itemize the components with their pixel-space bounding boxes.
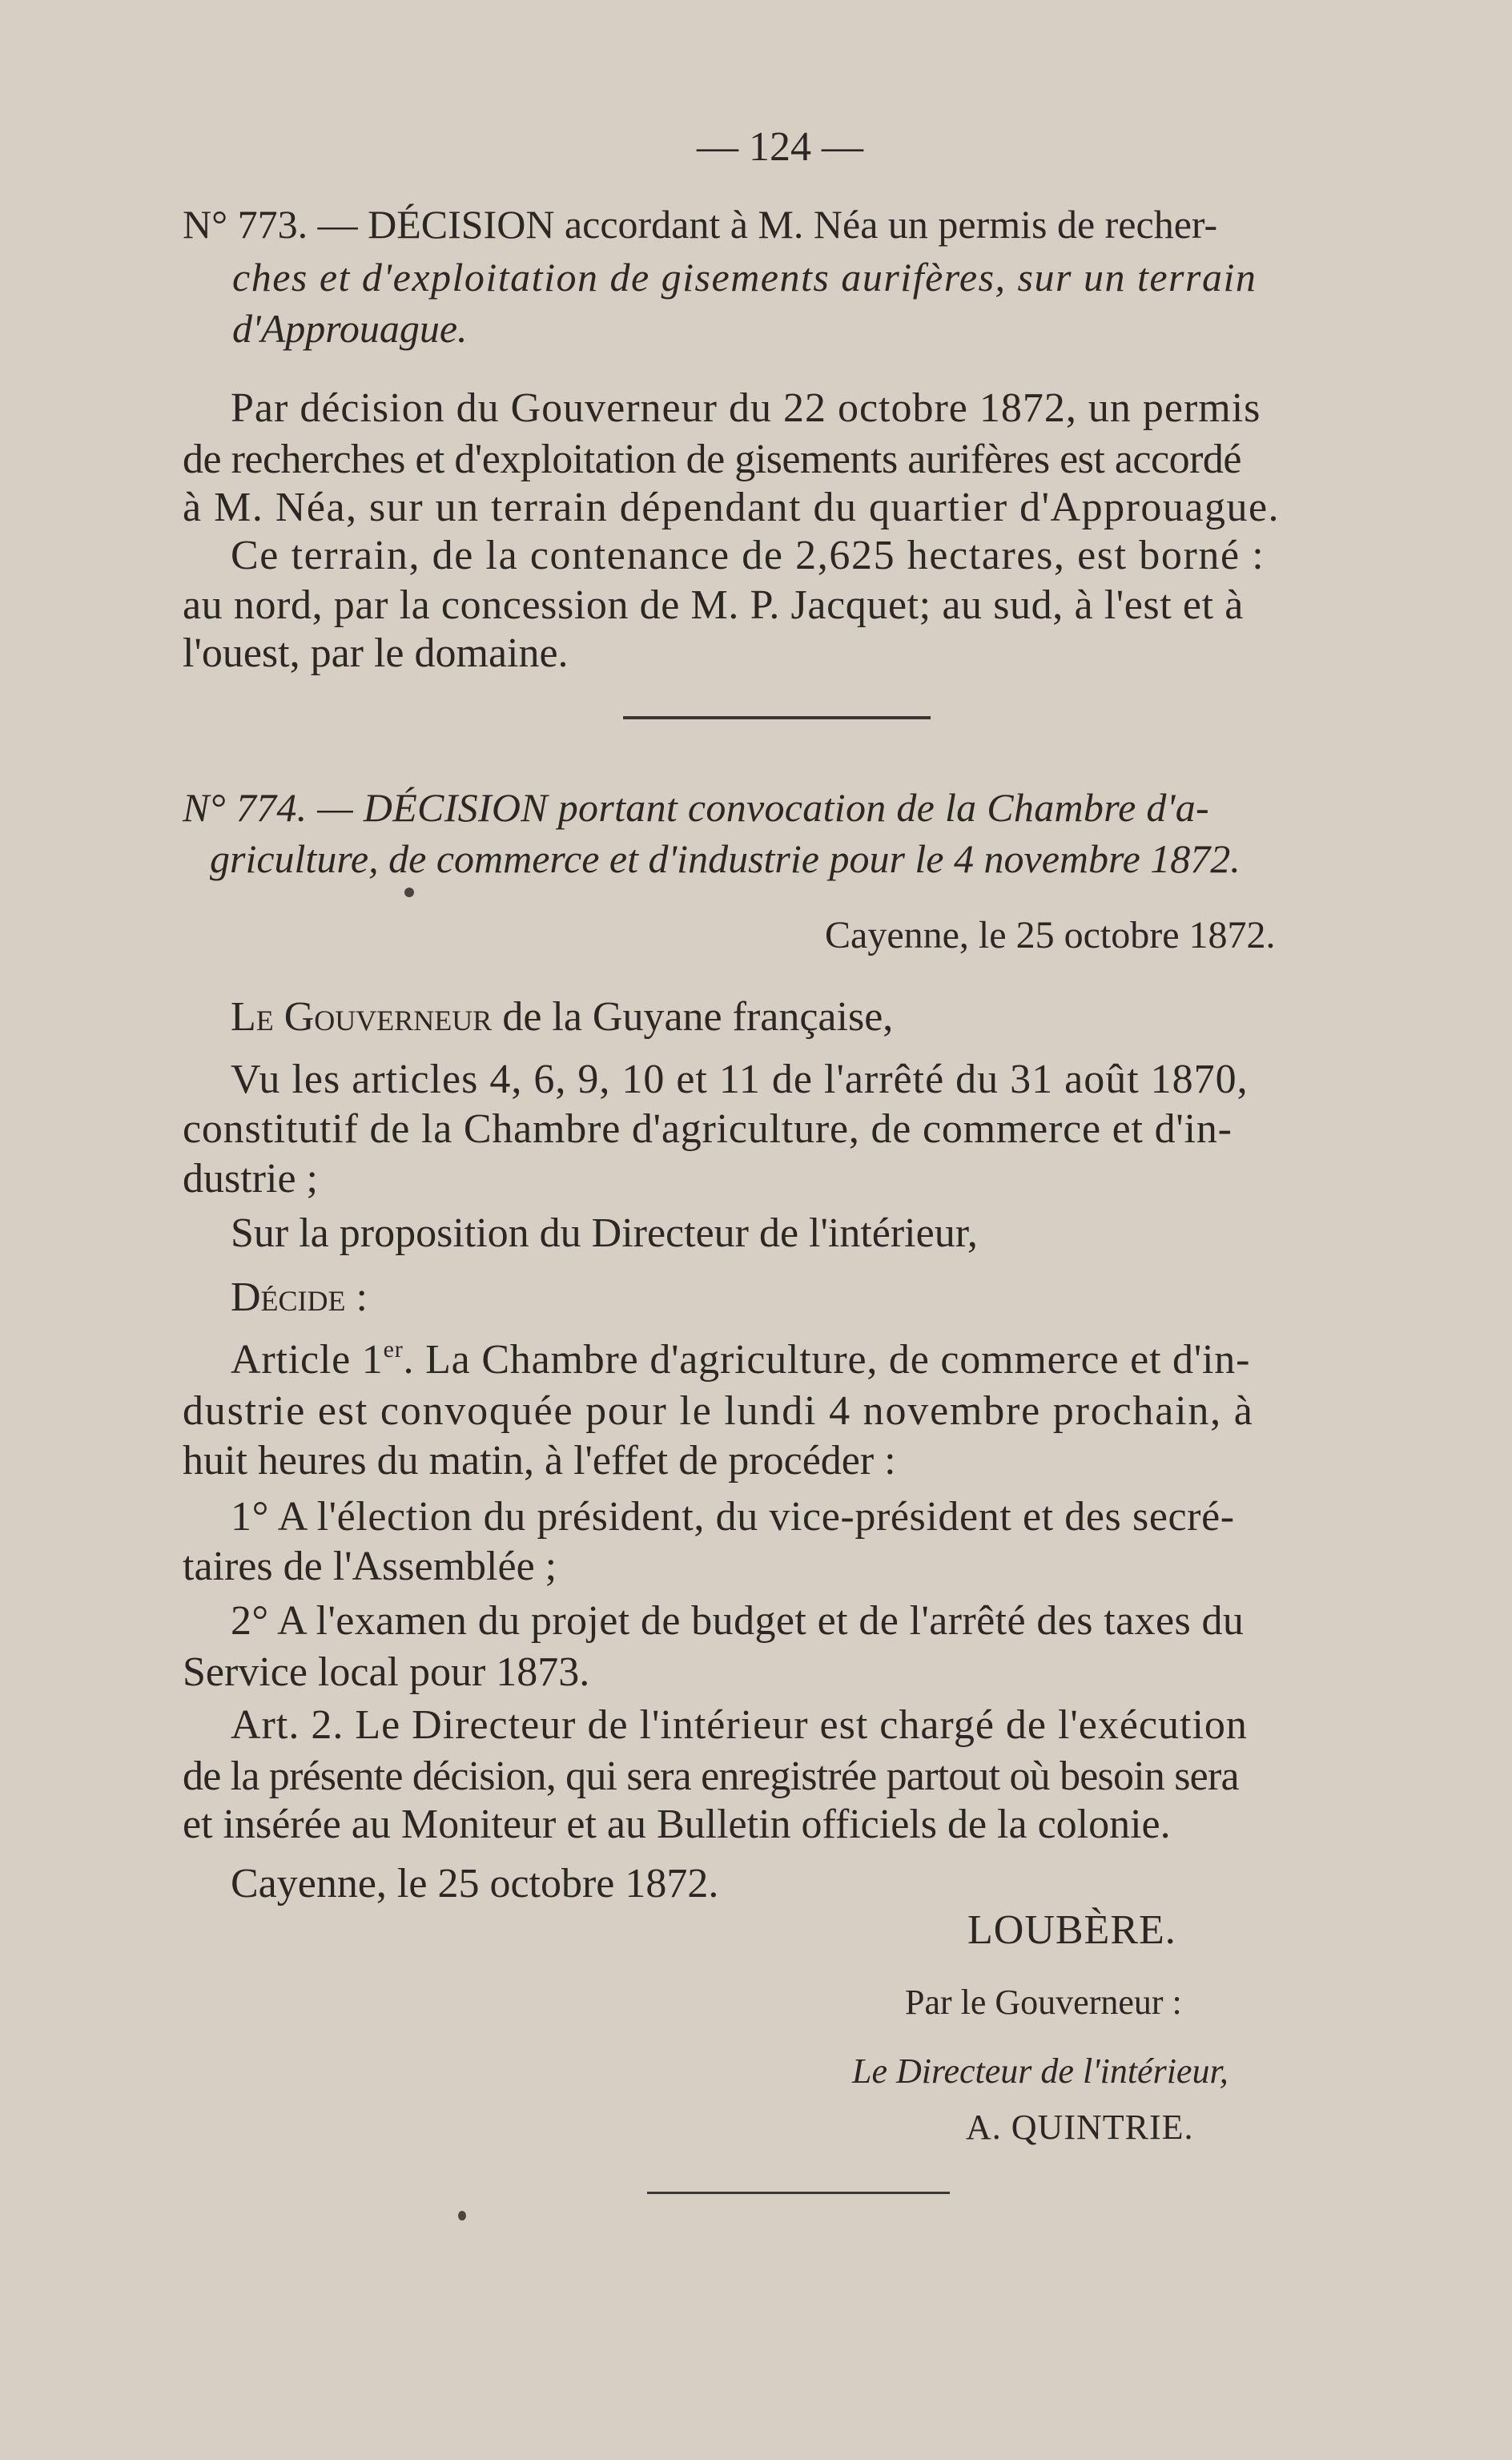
decision-773-body-line-4: Ce terrain, de la contenance de 2,625 hectares, est borné : <box>231 533 1265 578</box>
dateline: Cayenne, le 25 octobre 1872. <box>825 914 1276 956</box>
vu-line-2: constitutif de la Chambre d'agriculture, de commerce et d'in- <box>183 1106 1233 1152</box>
article-1-text: . La Chambre d'agriculture, de commerce et d'in- <box>403 1337 1251 1383</box>
signature-quintrie: A. QUINTRIE. <box>966 2108 1194 2147</box>
proposition-line: Sur la proposition du Directeur de l'intérieur, <box>231 1210 978 1256</box>
article-1-line-2: dustrie est convoquée pour le lundi 4 novembre prochain, à <box>183 1388 1254 1434</box>
par-le-gouverneur: Par le Gouverneur : <box>905 1983 1182 2022</box>
decision-773-body-line-2: de recherches et d'exploitation de gisements aurifères est accordé <box>183 437 1241 482</box>
decision-773-title-text: N° 773. — DÉCISION accordant à M. Néa un permis de recher- <box>183 202 1218 247</box>
article-1-line-3: huit heures du matin, à l'effet de procéder : <box>183 1438 896 1484</box>
signature-loubere: LOUBÈRE. <box>967 1907 1176 1953</box>
decision-773-body-line-6: l'ouest, par le domaine. <box>183 630 569 676</box>
decide-heading: Décide : <box>231 1274 368 1320</box>
item-1-line-2: taires de l'Assemblée ; <box>183 1544 557 1589</box>
decision-773-body-line-3: à M. Néa, sur un terrain dépendant du quartier d'Approuague. <box>183 485 1281 530</box>
article-1-label: Article 1 <box>231 1337 384 1383</box>
gouverneur-line <box>231 992 893 1043</box>
separator-rule-2 <box>647 2192 950 2194</box>
item-2-line-1: 2° A l'examen du projet de budget et de l'arrêté des taxes du <box>231 1598 1245 1644</box>
article-2-line-1: Art. 2. Le Directeur de l'intérieur est chargé de l'exécution <box>231 1702 1248 1748</box>
decision-773-body-line-5: au nord, par la concession de M. P. Jacquet; au sud, à l'est et à <box>183 582 1244 628</box>
gouverneur-label: Le Gouverneur <box>231 994 493 1040</box>
article-2-line-2: de la présente décision, qui sera enregistrée partout où besoin sera <box>183 1753 1239 1799</box>
closing-date: Cayenne, le 25 octobre 1872. <box>231 1861 719 1906</box>
article-1-line-1 <box>231 1335 1250 1386</box>
decision-773-title-line-3: d'Approuague. <box>232 306 468 351</box>
page-number: — 124 — <box>697 124 863 170</box>
article-1-superscript: er <box>383 1336 404 1363</box>
decision-773-title-line-2: ches et d'exploitation de gisements aurifères, sur un terrain <box>232 255 1257 300</box>
directeur-title: Le Directeur de l'intérieur, <box>852 2051 1228 2091</box>
ink-spot <box>404 888 414 897</box>
decision-773-body-line-1: Par décision du Gouverneur du 22 octobre 1872, un permis <box>231 385 1261 431</box>
vu-line-3: dustrie ; <box>183 1156 318 1202</box>
decision-773-title-line-1 <box>183 199 1217 250</box>
item-1-line-1: 1° A l'élection du président, du vice-président et des secré- <box>231 1494 1235 1540</box>
article-2-line-3: et insérée au Moniteur et au Bulletin officiels de la colonie. <box>183 1802 1171 1847</box>
gouverneur-rest: de la Guyane française, <box>492 994 894 1040</box>
decision-774-title-line-2: griculture, de commerce et d'industrie pour le 4 novembre 1872. <box>210 836 1241 881</box>
item-2-line-2: Service local pour 1873. <box>183 1649 590 1695</box>
separator-rule-1 <box>623 716 931 719</box>
decision-774-title-line-1: N° 774. — DÉCISION portant convocation de la Chambre d'a- <box>183 785 1209 830</box>
vu-line-1: Vu les articles 4, 6, 9, 10 et 11 de l'arrêté du 31 août 1870, <box>231 1057 1249 1102</box>
ink-spot-2 <box>458 2211 466 2220</box>
